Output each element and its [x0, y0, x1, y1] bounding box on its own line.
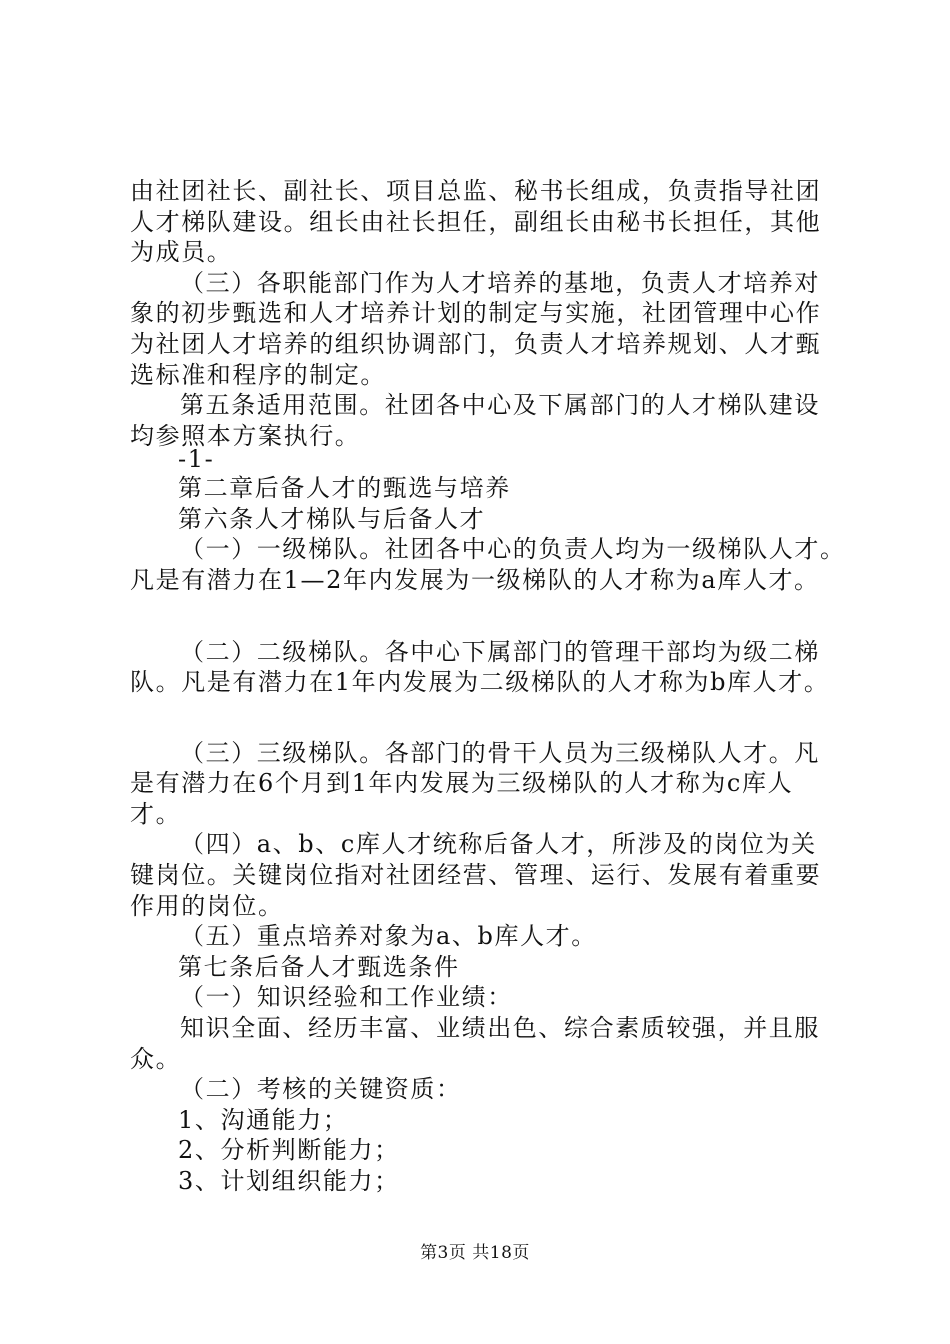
list-item: 2、分析判断能力； [178, 1136, 400, 1164]
text-line: 知识全面、经历丰富、业绩出色、综合素质较强，并且服 [180, 1014, 820, 1042]
list-item: 1、沟通能力； [178, 1106, 349, 1134]
text-line: （一）知识经验和工作业绩： [180, 983, 513, 1011]
text-line: 才。 [130, 800, 182, 828]
chapter-heading: 第二章后备人才的甄选与培养 [178, 474, 511, 502]
text-line: （一）一级梯队。社团各中心的负责人均为一级梯队人才。 [180, 535, 846, 563]
text-line: 是有潜力在6个月到1年内发展为三级梯队的人才称为c库人 [130, 769, 794, 797]
page-footer: 第3页 共18页 [420, 1243, 530, 1263]
text-line: （五）重点培养对象为a、b库人才。 [180, 922, 597, 950]
text-line: 选标准和程序的制定。 [130, 361, 386, 389]
text-line: （二）考核的关键资质： [180, 1075, 462, 1103]
text-line: （二）二级梯队。各中心下属部门的管理干部均为级二梯 [180, 638, 820, 666]
text-line: 均参照本方案执行。 [130, 422, 361, 450]
text-line: 第五条适用范围。社团各中心及下属部门的人才梯队建设 [180, 391, 820, 419]
text-line: 键岗位。关键岗位指对社团经营、管理、运行、发展有着重要 [130, 861, 822, 889]
text-line: （四）a、b、c库人才统称后备人才，所涉及的岗位为关 [180, 830, 817, 858]
text-line: 作用的岗位。 [130, 892, 284, 920]
text-line: 凡是有潜力在1—2年内发展为一级梯队的人才称为a库人才。 [130, 566, 820, 594]
text-line: 为社团人才培养的组织协调部门，负责人才培养规划、人才甄 [130, 330, 822, 358]
article-heading: 第六条人才梯队与后备人才 [178, 505, 486, 533]
text-line: 队。凡是有潜力在1年内发展为二级梯队的人才称为b库人才。 [130, 668, 830, 696]
text-line: 人才梯队建设。组长由社长担任，副组长由秘书长担任，其他 [130, 208, 822, 236]
list-item: 3、计划组织能力； [178, 1167, 400, 1195]
page-marker: -1- [178, 445, 215, 473]
text-line: 众。 [130, 1045, 182, 1073]
text-line: （三）各职能部门作为人才培养的基地，负责人才培养对 [180, 269, 820, 297]
text-line: （三）三级梯队。各部门的骨干人员为三级梯队人才。凡 [180, 739, 820, 767]
text-line: 由社团社长、副社长、项目总监、秘书长组成，负责指导社团 [130, 177, 822, 205]
text-line: 象的初步甄选和人才培养计划的制定与实施，社团管理中心作 [130, 299, 822, 327]
article-heading: 第七条后备人才甄选条件 [178, 953, 460, 981]
text-line: 为成员。 [130, 238, 233, 266]
